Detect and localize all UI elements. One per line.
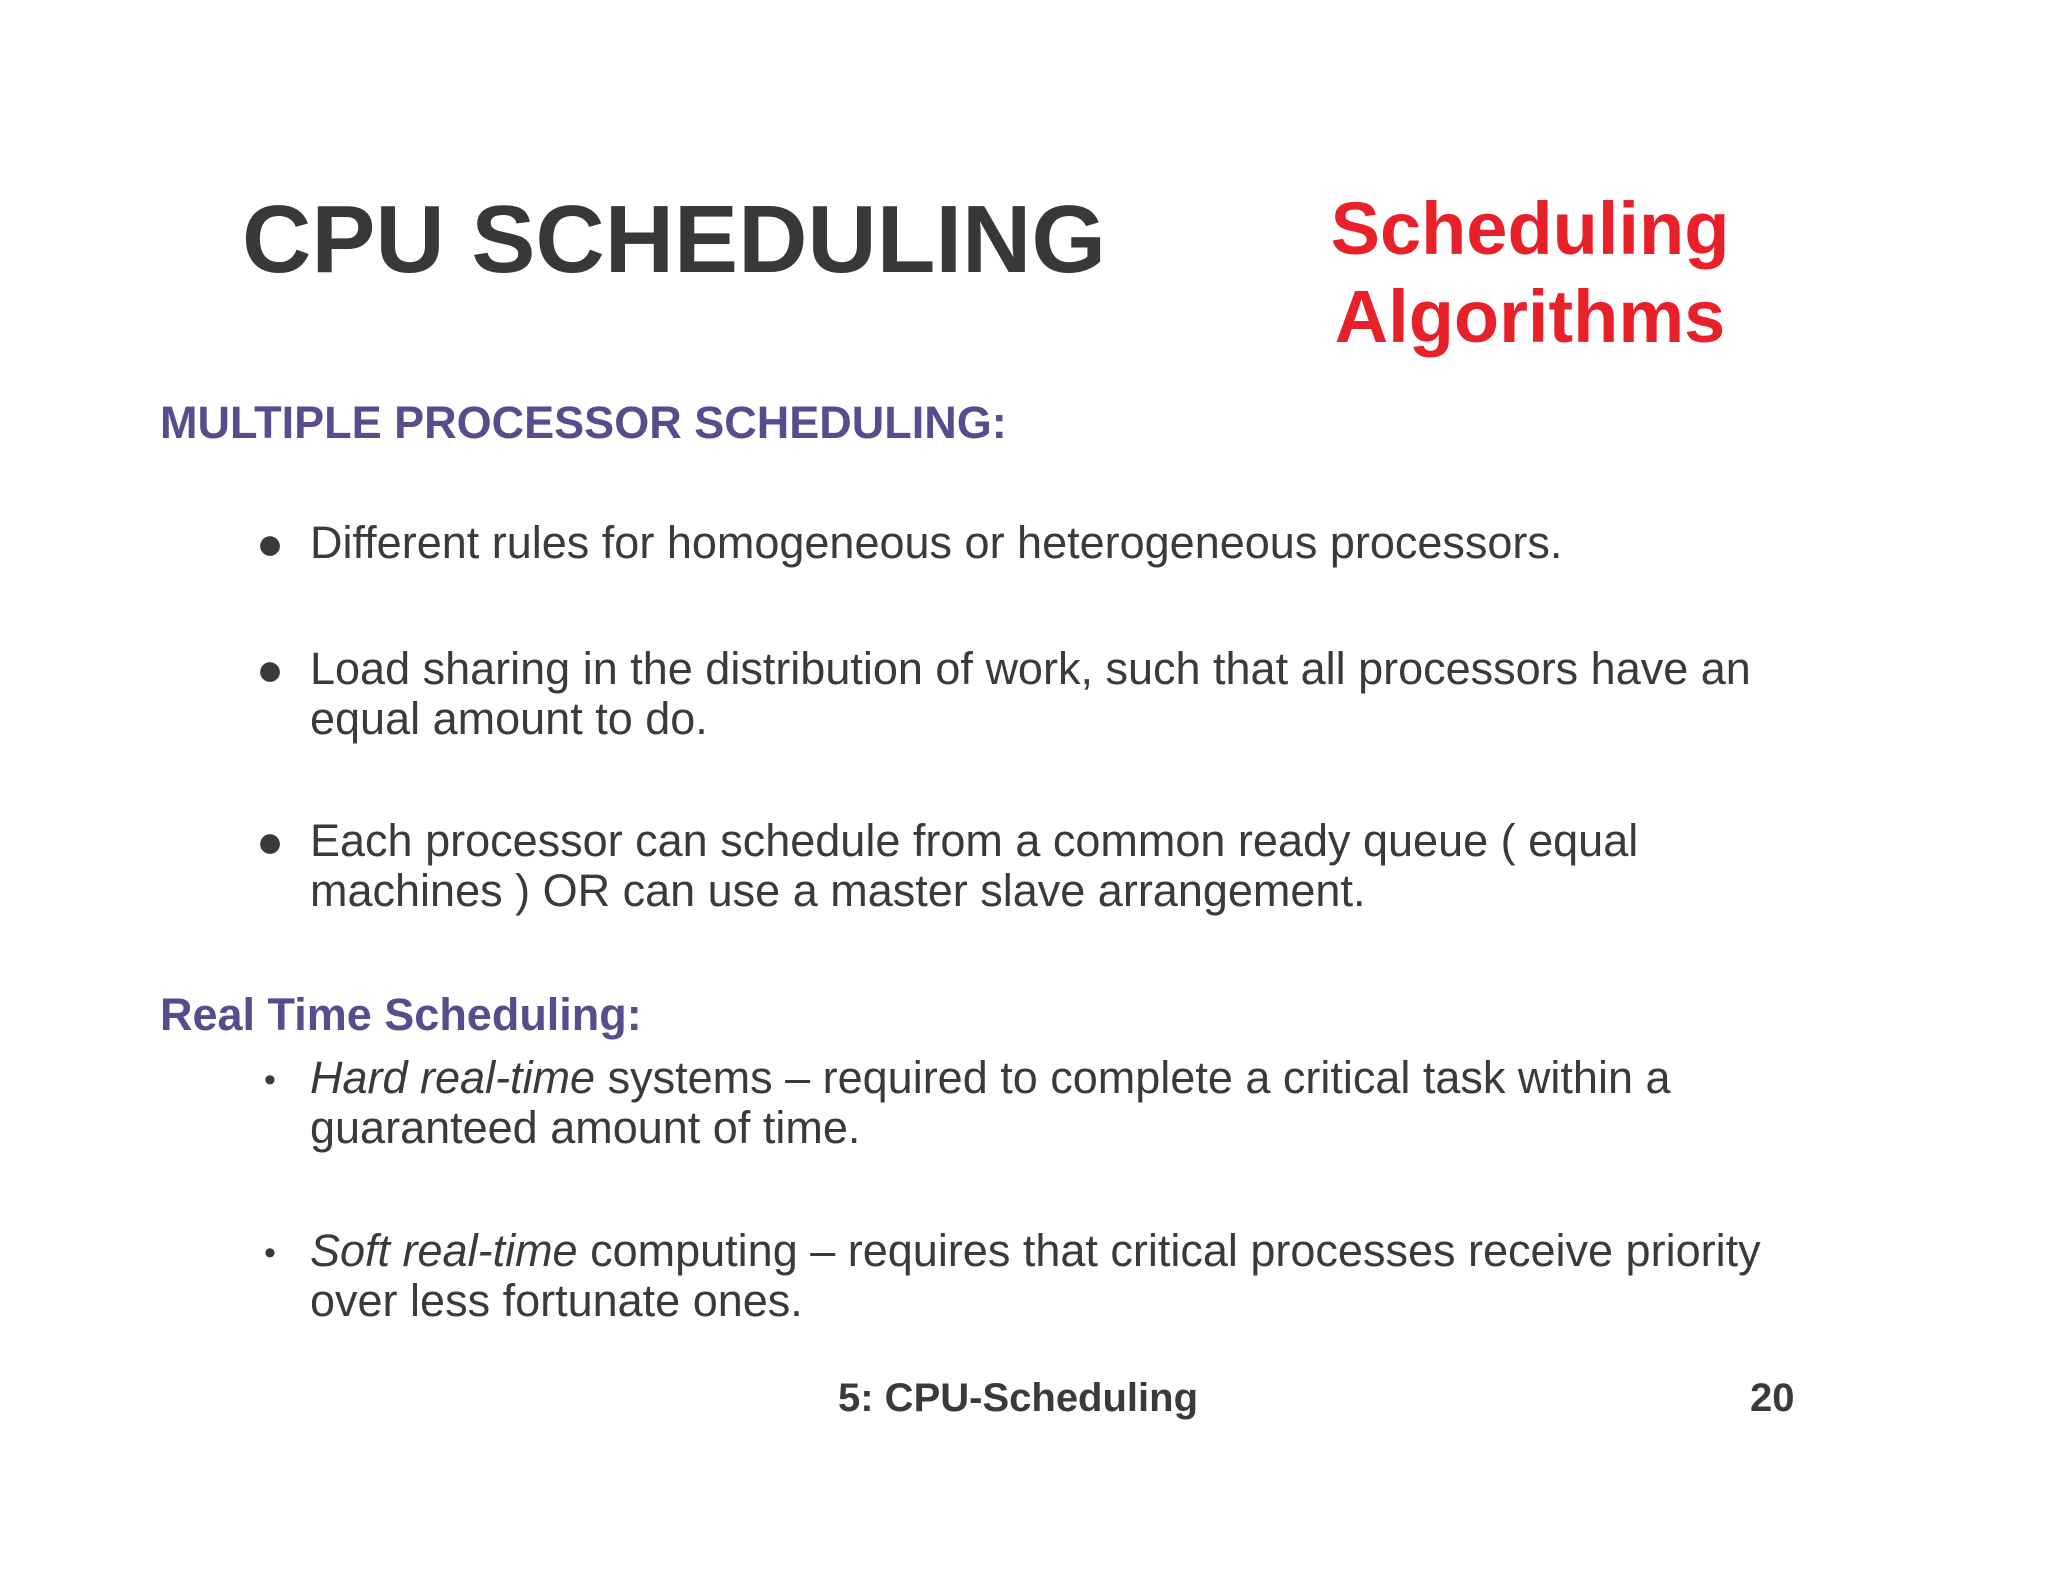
list-item	[256, 815, 1840, 916]
bullet-icon: ●	[256, 815, 284, 867]
footer-title: 5: CPU-Scheduling	[838, 1376, 1199, 1420]
section-heading-real-time: Real Time Scheduling:	[160, 989, 642, 1040]
bullet-emphasis: Soft real-time	[310, 1225, 578, 1276]
list-item	[256, 517, 1840, 569]
bullet-icon: ●	[256, 643, 284, 695]
slide-subtitle	[1320, 185, 1740, 361]
slide-title: CPU SCHEDULING	[242, 186, 1107, 293]
bullet-icon: •	[264, 1234, 276, 1272]
subtitle-line-2: Algorithms	[1334, 275, 1726, 358]
subtitle-line-1: Scheduling	[1330, 187, 1730, 270]
bullet-text: Load sharing in the distribution of work, such that all processors have an equal amount to do.	[310, 643, 1751, 744]
bullet-text: computing – requires that critical processes receive priority over less fortunate ones.	[310, 1225, 1761, 1326]
bullet-icon: ●	[256, 517, 284, 569]
bullet-emphasis: Hard real-time	[310, 1052, 596, 1103]
list-item	[264, 1052, 1840, 1153]
list-item	[264, 1225, 1840, 1326]
page-number: 20	[1750, 1376, 1795, 1420]
bullet-text: Different rules for homogeneous or heterogeneous processors.	[310, 517, 1563, 568]
bullet-text: systems – required to complete a critical task within a guaranteed amount of time.	[310, 1052, 1671, 1153]
section-heading-multiprocessor: MULTIPLE PROCESSOR SCHEDULING:	[160, 397, 1007, 448]
bullet-icon: •	[264, 1061, 276, 1099]
bullet-text: Each processor can schedule from a common ready queue ( equal machines ) OR can use a master slave arrangement.	[310, 815, 1639, 916]
list-item	[256, 643, 1840, 744]
